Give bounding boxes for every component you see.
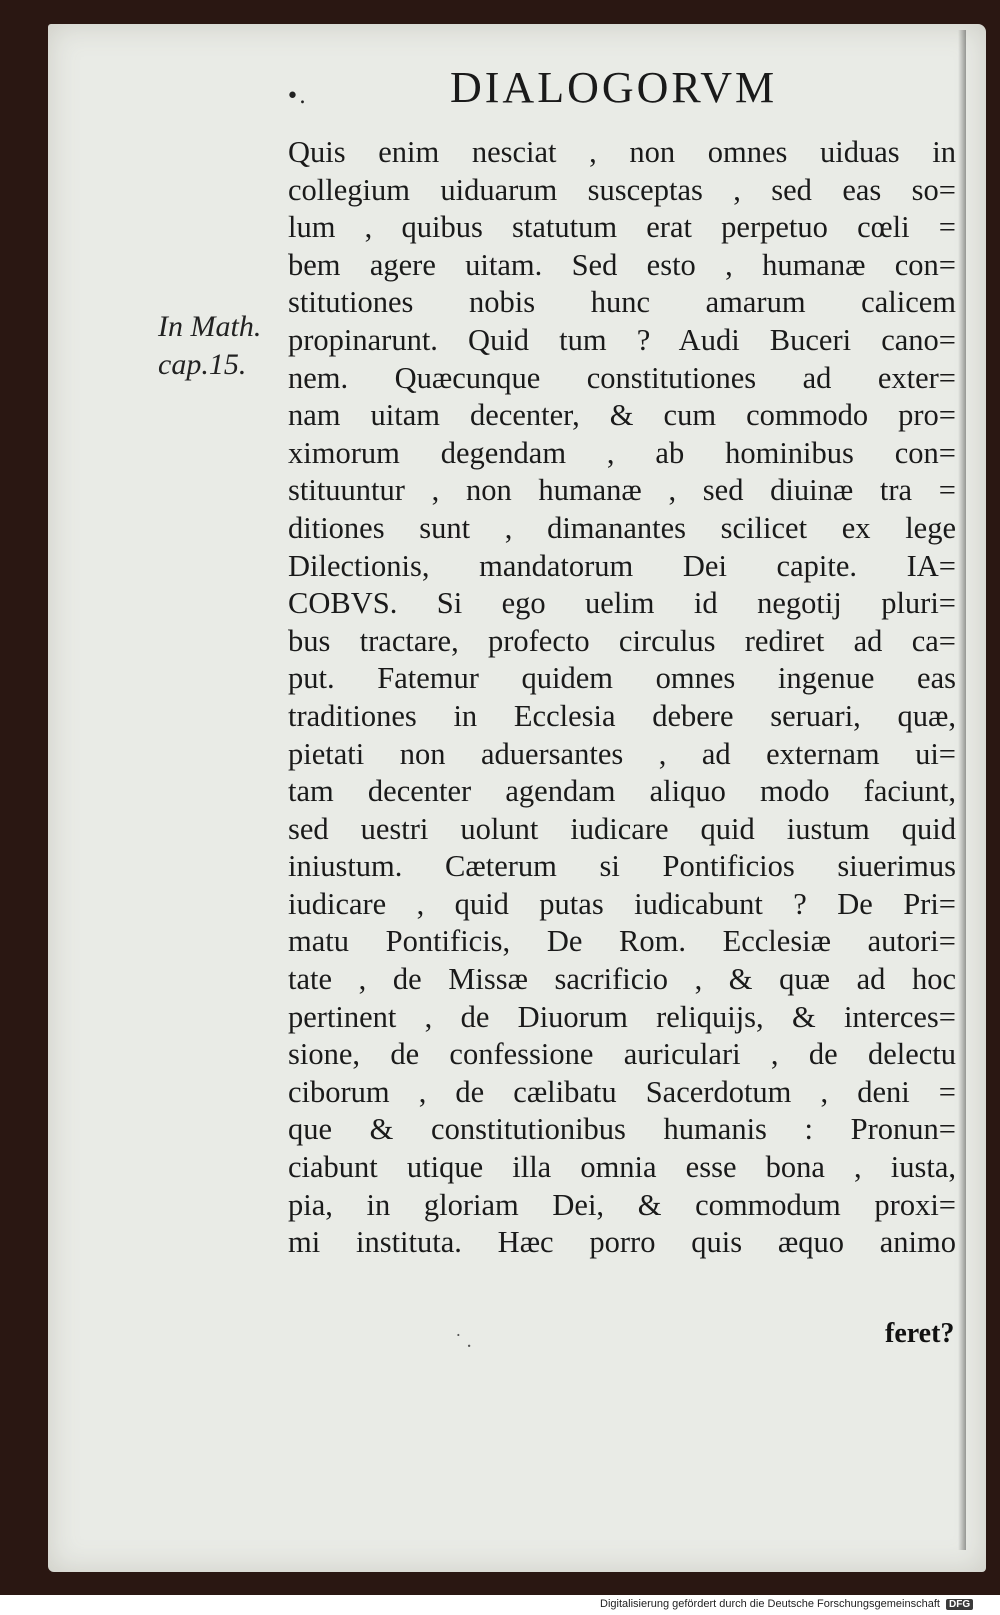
page-header xyxy=(280,62,980,132)
text-line: Quis enim nesciat , non omnes uiduas in xyxy=(288,135,956,169)
dfg-logo: DFG xyxy=(946,1599,973,1610)
text-line: iniustum. Cæterum si Pontificios siuerimus xyxy=(288,849,956,884)
text-line: pietati non aduersantes , ad externam ui= xyxy=(288,736,956,771)
text-line: pertinent , de Diuorum reliquijs, & interces= xyxy=(288,999,956,1034)
margin-note-line: In Math. xyxy=(158,310,262,343)
text-line: bem agere uitam. Sed esto , humanæ con= xyxy=(288,247,956,282)
text-line: ciborum , de cælibatu Sacerdotum , deni = xyxy=(288,1074,956,1109)
text-line: pia, in gloriam Dei, & commodum proxi= xyxy=(288,1187,956,1222)
text-line: collegium uiduarum susceptas , sed eas so= xyxy=(288,172,956,207)
text-line: stitutiones nobis hunc amarum calicem xyxy=(288,285,956,320)
text-line: ciabunt utique illa omnia esse bona , iusta, xyxy=(288,1150,956,1185)
text-line: stituuntur , non humanæ , sed diuinæ tra = xyxy=(288,473,956,508)
text-line: matu Pontificis, De Rom. Ecclesiæ autori= xyxy=(288,924,956,959)
text-line: ditiones sunt , dimanantes scilicet ex lege xyxy=(288,510,956,545)
text-line: bus tractare, profecto circulus rediret ad ca= xyxy=(288,623,956,658)
header-ornament: •. xyxy=(286,84,306,109)
margin-note xyxy=(158,308,261,384)
text-line: put. Fatemur quidem omnes ingenue eas xyxy=(288,661,956,696)
printer-mark: ˙ . xyxy=(455,1330,472,1352)
text-line: tate , de Missæ sacrificio , & quæ ad hoc xyxy=(288,962,956,997)
text-line: COBVS. Si ego uelim id negotij pluri= xyxy=(288,586,956,621)
text-line: nem. Quæcunque constitutiones ad exter= xyxy=(288,360,956,395)
digitization-credit xyxy=(600,1598,973,1610)
text-line: sed uestri uolunt iudicare quid iustum quid xyxy=(288,811,956,846)
running-head: DIALOGORVM xyxy=(450,63,778,112)
text-line: traditiones in Ecclesia debere seruari, quæ, xyxy=(288,698,956,733)
text-line: mi instituta. Hæc porro quis æquo animo xyxy=(288,1225,956,1260)
credit-text: Digitalisierung gefördert durch die Deutsche Forschungsgemeinschaft xyxy=(600,1598,940,1610)
text-line: sione, de confessione auriculari , de delectu xyxy=(288,1037,956,1072)
text-line: lum , quibus statutum erat perpetuo cœli = xyxy=(288,210,956,245)
text-line: que & constitutionibus humanis : Pronun= xyxy=(288,1112,956,1147)
page-edge-shadow xyxy=(958,30,966,1550)
text-line: nam uitam decenter, & cum commodo pro= xyxy=(288,398,956,433)
margin-note-line: cap.15. xyxy=(158,348,247,381)
catchword: feret? xyxy=(885,1318,955,1349)
body-text xyxy=(288,134,956,1262)
text-line: Dilectionis, mandatorum Dei capite. IA= xyxy=(288,548,956,583)
text-line: propinarunt. Quid tum ? Audi Buceri cano= xyxy=(288,322,956,357)
text-line: ximorum degendam , ab hominibus con= xyxy=(288,435,956,470)
text-line: tam decenter agendam aliquo modo faciunt, xyxy=(288,774,956,809)
text-line: iudicare , quid putas iudicabunt ? De Pri= xyxy=(288,886,956,921)
